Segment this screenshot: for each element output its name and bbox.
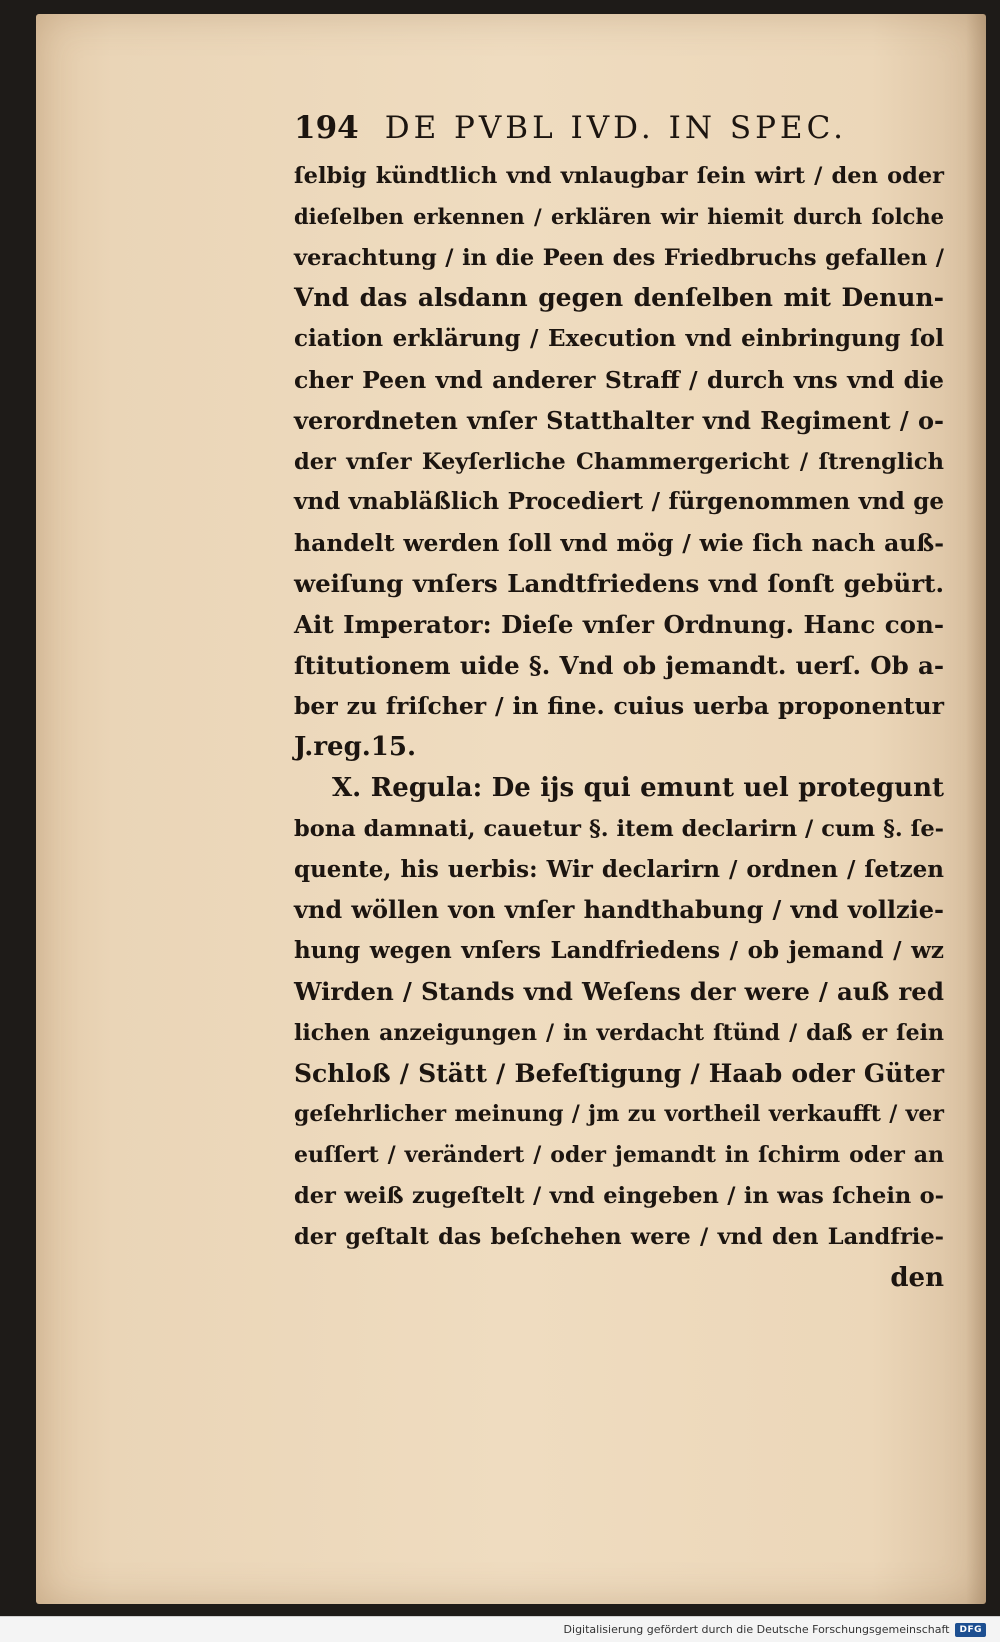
dfg-logo: DFG (955, 1623, 986, 1637)
body-line: Schloß / Stätt / Befeſtigung / Haab oder Güter (294, 1058, 944, 1088)
body-line: Ait Imperator: Dieſe vnſer Ordnung. Hanc con- (294, 609, 944, 639)
body-line: verordneten vnſer Statthalter vnd Regiment / o- (294, 405, 944, 435)
body-line: cher Peen vnd anderer Straff / durch vns vnd die (294, 365, 944, 394)
body-line: ber zu friſcher / in fine. cuius uerba proponentur (294, 692, 944, 721)
body-line: ciation erklärung / Execution vnd einbringung ſol (294, 325, 944, 353)
page-edge-shadow (966, 14, 986, 1604)
body-line: vnd wöllen von vnſer handthabung / vnd vollzie- (294, 895, 944, 925)
body-line: J.reg.15. (294, 732, 417, 763)
body-line: lichen anzeigungen / in verdacht ſtünd / daß er ſein (294, 1019, 944, 1046)
body-line: quente, his uerbis: Wir declarirn / ordnen / ſetzen (294, 855, 944, 883)
body-line: dieſelben erkennen / erklären wir hiemit durch ſolche (294, 203, 944, 229)
body-line: ſtitutionem uide §. Vnd ob jemandt. uerſ. Ob a- (294, 650, 944, 680)
catchword: den (890, 1262, 944, 1293)
running-head (294, 110, 944, 156)
body-line: Wirden / Stands vnd Weſens der were / auß red (294, 976, 944, 1006)
body-line: X. Regula: De ijs qui emunt uel protegunt (332, 772, 944, 803)
body-line: vnd vnabläßlich Procediert / fürgenommen vnd ge (294, 488, 944, 516)
body-line: euſſert / verändert / oder jemandt in ſchirm oder an (294, 1142, 944, 1169)
body-line: weiſung vnſers Landtfriedens vnd ſonſt gebürt. (294, 568, 944, 598)
body-line: ſelbig kündtlich vnd vnlaugbar ſein wirt / den oder (294, 163, 944, 189)
body-line: verachtung / in die Peen des Friedbruchs gefallen / (294, 244, 944, 271)
text-block (294, 110, 944, 1298)
footer-bar (0, 1616, 1000, 1642)
body-line: hung wegen vnſers Landfriedens / ob jemand / wz (294, 937, 944, 965)
body-line: bona damnati, cauetur §. item declarirn / cum §. ſe- (294, 815, 944, 842)
body-line: der geſtalt das beſchehen were / vnd den Landfrie- (294, 1223, 944, 1250)
body-line: handelt werden ſoll vnd mög / wie ſich nach auß- (294, 529, 944, 558)
body-line: der weiß zugeſtelt / vnd eingeben / in was ſchein o- (294, 1182, 944, 1209)
page-number: 194 (294, 110, 359, 146)
body-line: geſehrlicher meinung / jm zu vortheil verkaufft / ver (294, 1101, 944, 1128)
body-line: der vnſer Keyſerliche Chammergericht / ſtrenglich (294, 448, 944, 475)
book-page (36, 14, 986, 1604)
running-title: DE PVBL IVD. IN SPEC. (384, 110, 848, 146)
body-line: Vnd das alsdann gegen denſelben mit Denun- (294, 283, 944, 313)
funding-credit: Digitalisierung gefördert durch die Deutsche Forschungsgemeinschaft (563, 1623, 950, 1636)
